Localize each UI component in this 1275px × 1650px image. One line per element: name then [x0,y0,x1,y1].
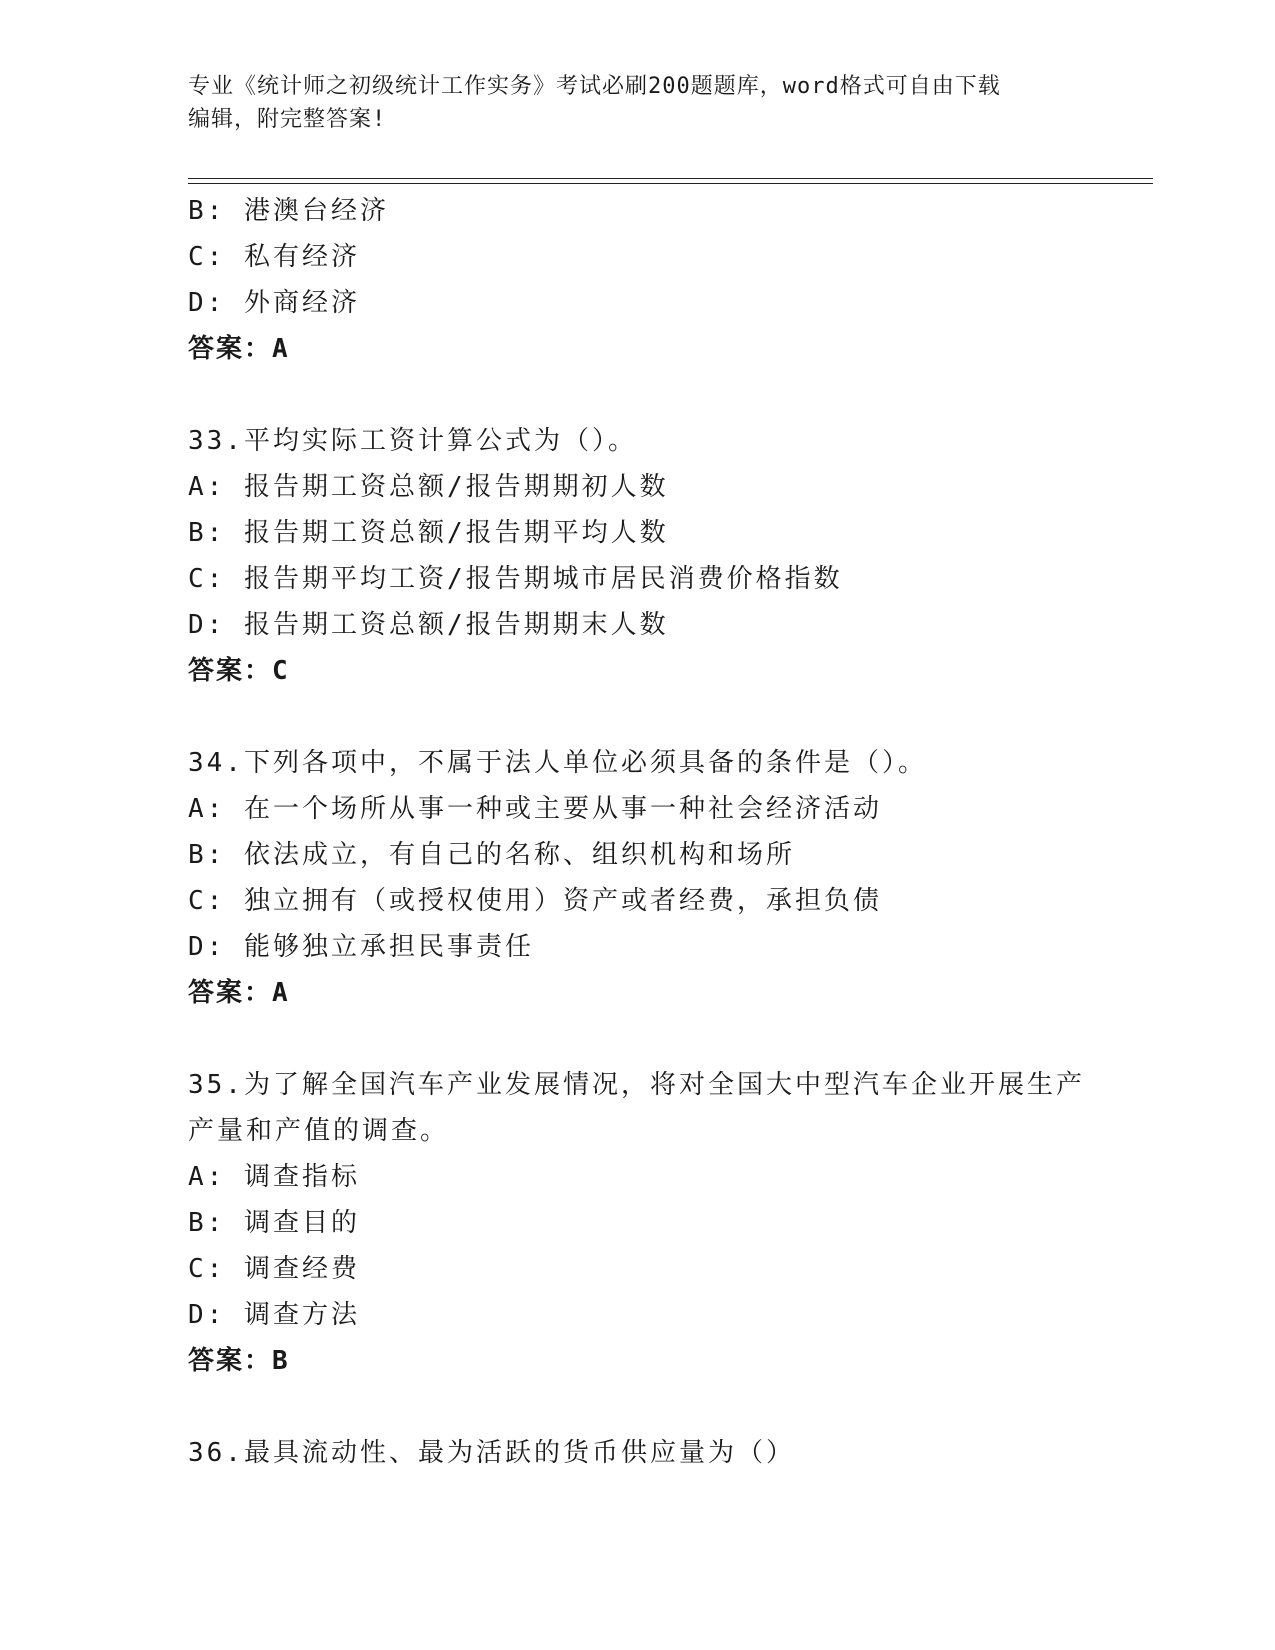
option-b: B: 依法成立，有自己的名称、组织机构和场所 [188,840,795,870]
option-c: C: 报告期平均工资/报告期城市居民消费价格指数 [188,564,843,594]
option-a: A: 在一个场所从事一种或主要从事一种社会经济活动 [188,794,882,824]
option-a: A: 调查指标 [188,1162,360,1192]
question-stem: 34.下列各项中，不属于法人单位必须具备的条件是（）。 [188,748,927,778]
question-stem: 33.平均实际工资计算公式为（）。 [188,426,637,456]
option-d: D: 能够独立承担民事责任 [188,932,534,962]
question-stem: 36.最具流动性、最为活跃的货币供应量为（） [188,1438,795,1468]
option-b: B: 港澳台经济 [188,196,389,226]
header-divider-bottom [188,183,1153,184]
option-d: D: 调查方法 [188,1300,360,1330]
answer: 答案：A [188,978,290,1008]
header-divider-top [188,178,1153,179]
question-stem-line1: 35.为了解全国汽车产业发展情况，将对全国大中型汽车企业开展生产 [188,1070,1085,1100]
option-a: A: 报告期工资总额/报告期期初人数 [188,472,669,502]
answer: 答案：A [188,334,290,364]
option-c: C: 私有经济 [188,242,360,272]
answer: 答案：B [188,1346,290,1376]
question-content [188,188,1088,1476]
option-b: B: 调查目的 [188,1208,360,1238]
header-title-line2: 编辑，附完整答案! [188,107,387,132]
answer: 答案：C [188,656,290,686]
option-c: C: 独立拥有（或授权使用）资产或者经费，承担负债 [188,886,882,916]
header-title-line1: 专业《统计师之初级统计工作实务》考试必刷200题题库，word格式可自由下载 [188,74,1001,99]
question-stem-line2: 产量和产值的调查。 [188,1116,450,1146]
option-b: B: 报告期工资总额/报告期平均人数 [188,518,669,548]
document-header [188,70,1068,136]
option-d: D: 外商经济 [188,288,360,318]
option-d: D: 报告期工资总额/报告期期末人数 [188,610,669,640]
option-c: C: 调查经费 [188,1254,360,1284]
